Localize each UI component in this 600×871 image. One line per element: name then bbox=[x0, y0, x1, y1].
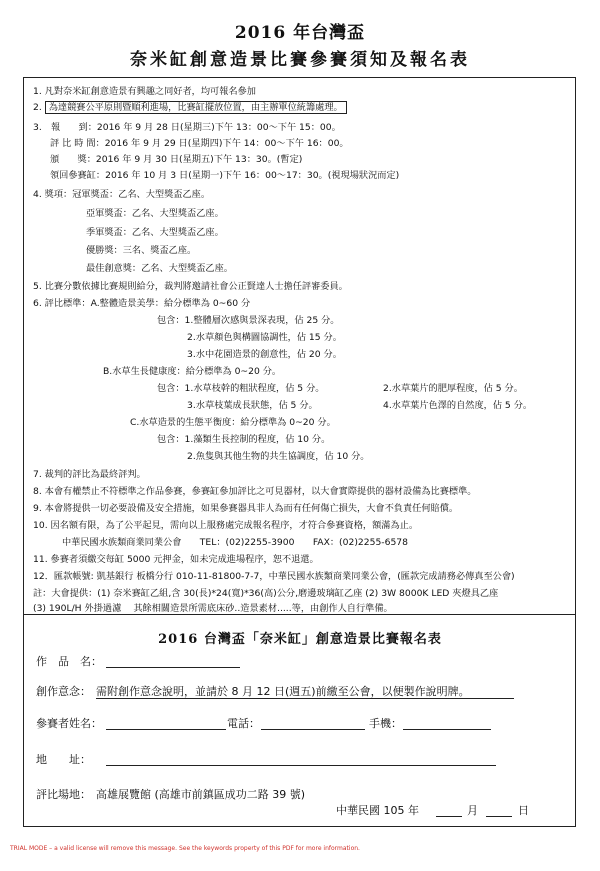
rule-6-b-3: 3.水草枝葉成長狀態，佔 5 分。 bbox=[187, 400, 318, 411]
rule-6-b-2: 2.水草葉片的肥厚程度，佔 5 分。 bbox=[383, 383, 523, 394]
rule-3-return: 領回參賽缸：2016 年 10 月 3 日(星期一)下午 16：00～17：30。(視現場狀況而定) bbox=[50, 170, 400, 181]
month-label: 月 bbox=[467, 804, 478, 817]
trial-notice: TRIAL MODE – a valid license will remove this message. See the keywords property of this PDF for more information. bbox=[10, 845, 360, 852]
rule-8: 8. 本會有權禁止不符標準之作品參賽，參賽缸參加評比之可見器材，以大會實際提供的器材設備為比賽標準。 bbox=[33, 486, 477, 497]
rule-4-third: 季軍獎盃：乙名、大型獎盃乙座。 bbox=[86, 227, 224, 238]
rule-9: 9. 本會將提供一切必要設備及安全措施，如果參賽器具非人為而有任何傷亡損失，大會不負責任何賠償。 bbox=[33, 503, 459, 514]
concept-label: 創作意念： bbox=[36, 685, 91, 698]
rule-6-c-1: 包含：1.藻類生長控制的程度，佔 10 分。 bbox=[157, 434, 331, 445]
rule-6-b-4: 4.水草葉片色澤的自然度，佔 5 分。 bbox=[383, 400, 533, 411]
mobile-field[interactable] bbox=[403, 729, 491, 730]
rule-10-contact: 中華民國水族類商業同業公會 TEL：(02)2255-3900 FAX：(02)2255-6578 bbox=[62, 537, 408, 548]
rule-4-creative: 最佳創意獎：乙名、大型獎盃乙座。 bbox=[86, 263, 233, 274]
rule-3-checkin: 3. 報 到：2016 年 9 月 28 日(星期三)下午 13：00～下午 15：00。 bbox=[33, 122, 341, 133]
phone-label: 電話： bbox=[227, 717, 260, 730]
rule-3-award: 頒 獎：2016 年 9 月 30 日(星期五)下午 13：30。(暫定) bbox=[50, 154, 303, 165]
rule-12: 12．匯款帳號: 凱基銀行 板橋分行 010-11-81800-7-7，中華民國水族類商業同業公會，(匯款完成請務必傳真至公會) bbox=[33, 571, 515, 582]
document-subtitle: 奈米缸創意造景比賽參賽須知及報名表 bbox=[130, 50, 470, 70]
rule-6-a: 6. 評比標準：A.整體造景美學：給分標準為 0~60 分 bbox=[33, 298, 251, 309]
rule-6-b: B.水草生長健康度：給分標準為 0~20 分。 bbox=[103, 366, 282, 377]
concept-underline bbox=[96, 698, 514, 699]
rule-2-text: 為達競賽公平原則暨順利進場，比賽缸擺放位置，由主辦單位統籌處理。 bbox=[45, 101, 347, 114]
work-name-field[interactable] bbox=[106, 667, 240, 668]
rule-6-a-1: 包含：1.整體層次感與景深表現，佔 25 分。 bbox=[157, 315, 340, 326]
work-name-label: 作 品 名： bbox=[36, 655, 102, 668]
rule-6-c: C.水草造景的生態平衡度：給分標準為 0~20 分。 bbox=[130, 417, 336, 428]
rule-6-a-2: 2.水草顏色與構圖協調性，佔 15 分。 bbox=[187, 332, 342, 343]
date-prefix: 中華民國 105 年 bbox=[336, 804, 419, 817]
venue-text: 高雄展覽館 (高雄市前鎮區成功二路 39 號) bbox=[96, 788, 306, 801]
day-label: 日 bbox=[518, 804, 529, 817]
rule-4-champion: 4. 獎項：冠軍獎盃：乙名、大型獎盃乙座。 bbox=[33, 189, 211, 200]
rule-3-judging: 評 比 時 間：2016 年 9 月 29 日(星期四)下午 14：00～下午 16：00。 bbox=[50, 138, 349, 149]
entrant-name-label: 參賽者姓名： bbox=[36, 717, 102, 730]
section-divider bbox=[23, 614, 576, 615]
mobile-label: 手機： bbox=[369, 717, 402, 730]
note-1: 註：大會提供：(1) 奈米賽缸乙組,含 30(長)*24(寬)*36(高)公分,磨邊玻璃缸乙座 (2) 3W 8000K LED 夾燈具乙座 bbox=[33, 588, 499, 599]
rule-6-a-3: 3.水中花園造景的創意性，佔 20 分。 bbox=[187, 349, 342, 360]
rule-4-merit: 優勝獎：三名、獎盃乙座。 bbox=[86, 245, 197, 256]
rule-2-number: 2. bbox=[33, 102, 42, 113]
concept-text: 需附創作意念說明，並請於 8 月 12 日(週五)前繳至公會，以便製作說明牌。 bbox=[96, 685, 470, 698]
rule-4-second: 亞軍獎盃：乙名、大型獎盃乙座。 bbox=[86, 208, 224, 219]
rule-11: 11. 參賽者須繳交每缸 5000 元押金，如未完成進場程序，恕不退還。 bbox=[33, 554, 319, 565]
entrant-name-field[interactable] bbox=[106, 729, 226, 730]
address-label: 地 址： bbox=[36, 753, 91, 766]
note-2: (3) 190L/H 外掛過濾 其餘相關造景所需底床砂..造景素材.....等，由創作人自行準備。 bbox=[33, 603, 393, 614]
rule-10: 10. 因名額有限，為了公平起見，需向以上服務處完成報名程序，才符合參賽資格，額滿為止。 bbox=[33, 520, 419, 531]
venue-label: 評比場地： bbox=[36, 788, 91, 801]
month-field[interactable] bbox=[436, 816, 462, 817]
rule-5: 5. 比賽分數依據比賽規則給分，裁判將邀請社會公正賢達人士擔任評審委員。 bbox=[33, 281, 348, 292]
phone-field[interactable] bbox=[261, 729, 365, 730]
address-field[interactable] bbox=[106, 765, 496, 766]
rule-7: 7. 裁判的評比為最終評判。 bbox=[33, 469, 146, 480]
rule-6-b-1: 包含：1.水草枝幹的粗狀程度，佔 5 分。 bbox=[157, 383, 325, 394]
document-title: 2016 年台灣盃 bbox=[234, 23, 366, 43]
form-title: 2016 台灣盃「奈米缸」創意造景比賽報名表 bbox=[158, 632, 442, 647]
rule-6-c-2: 2.魚隻與其他生物的共生協調度，佔 10 分。 bbox=[187, 451, 370, 462]
day-field[interactable] bbox=[486, 816, 512, 817]
rule-2 bbox=[33, 102, 347, 114]
rule-1: 1. 凡對奈米缸創意造景有興趣之同好者，均可報名參加 bbox=[33, 86, 256, 97]
